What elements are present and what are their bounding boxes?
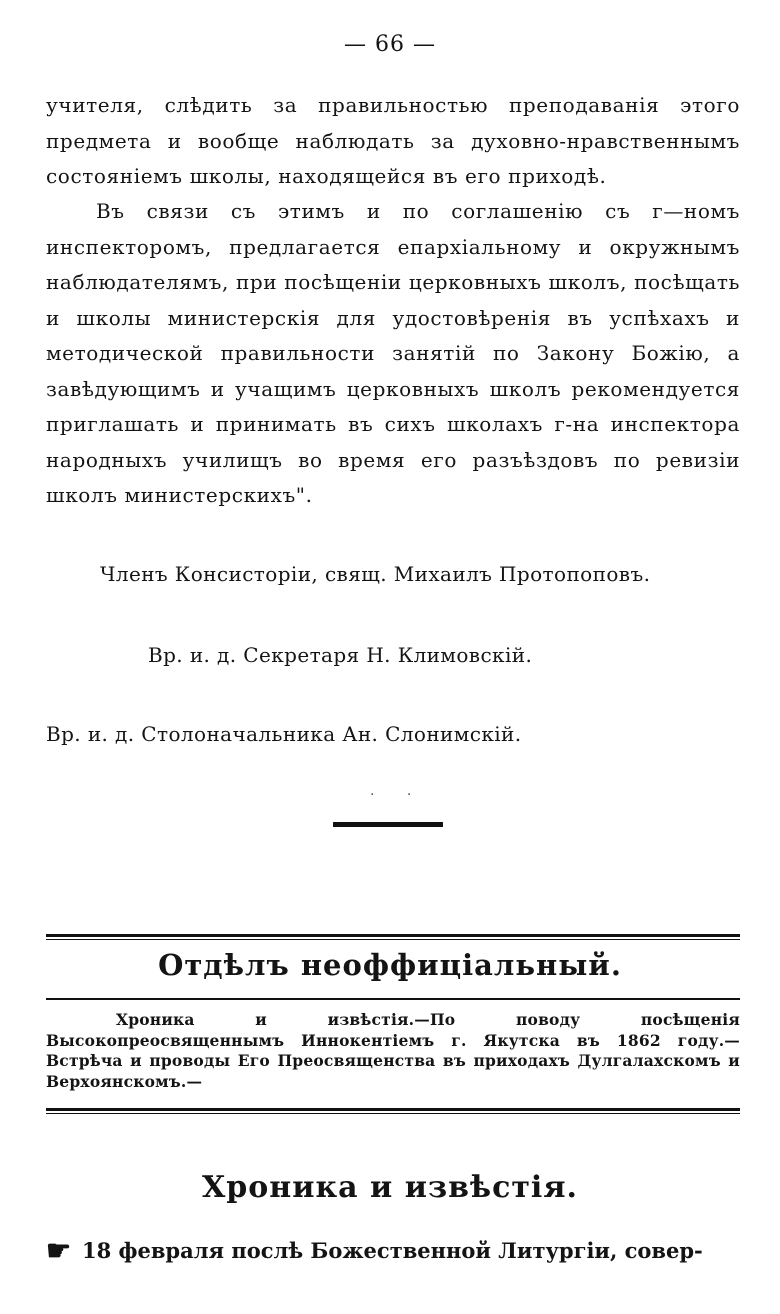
article-first-line-text: 18 февраля послѣ Божественной Литургіи, совер-: [82, 1238, 703, 1263]
section-title: Отдѣлъ неоффиціальный.: [158, 948, 622, 982]
section-bottom-rule: [46, 1108, 740, 1114]
signature-secretary: Вр. и. д. Секретаря Н. Климовскій.: [148, 643, 533, 667]
section-title-underline: [46, 998, 740, 1000]
section-top-rule: [46, 934, 740, 940]
signature-head-clerk: Вр. и. д. Столоначальника Ан. Слонимскій.: [46, 722, 522, 746]
ornament-dots: · ·: [370, 787, 426, 803]
article-first-line: [46, 1234, 740, 1267]
body-paragraph-2: Въ связи съ этимъ и по соглашенію съ г—номъ инспекторомъ, предлагается епархіальному и окружнымъ наблюдателямъ, при посѣщеніи церковныхъ школъ, посѣщать и школы министерскія для удостовѣренія въ успѣхахъ и методической правильности занятій по Закону Божію, а завѣдующимъ и учащимъ церковныхъ школъ рекомендуется приглашать и принимать въ сихъ школахъ г-на инспектора народныхъ училищъ во время его разъѣздовъ по ревизіи школъ министерскихъ".: [46, 199, 740, 507]
section-summary: Хроника и извѣстія.—По поводу посѣщенія Высокопреосвященнымъ Иннокентіемъ г. Якутска въ 1862 году.—Встрѣча и проводы Его Преосвященства въ приходахъ Дулгалахскомъ и Верхоянскомъ.—: [46, 1010, 740, 1091]
pointing-hand-icon: ☛: [46, 1234, 72, 1267]
article-heading: Хроника и извѣстія.: [202, 1170, 578, 1205]
body-paragraph-1: учителя, слѣдить за правильностью преподаванія этого предмета и вообще наблюдать за духовно-нравственнымъ состояніемъ школы, находящейся въ его приходѣ.: [46, 93, 740, 188]
end-of-section-bar: [333, 822, 443, 827]
page-number: — 66 —: [344, 32, 436, 57]
signature-consistory-member: Членъ Консисторіи, свящ. Михаилъ Протопоповъ.: [100, 562, 651, 586]
